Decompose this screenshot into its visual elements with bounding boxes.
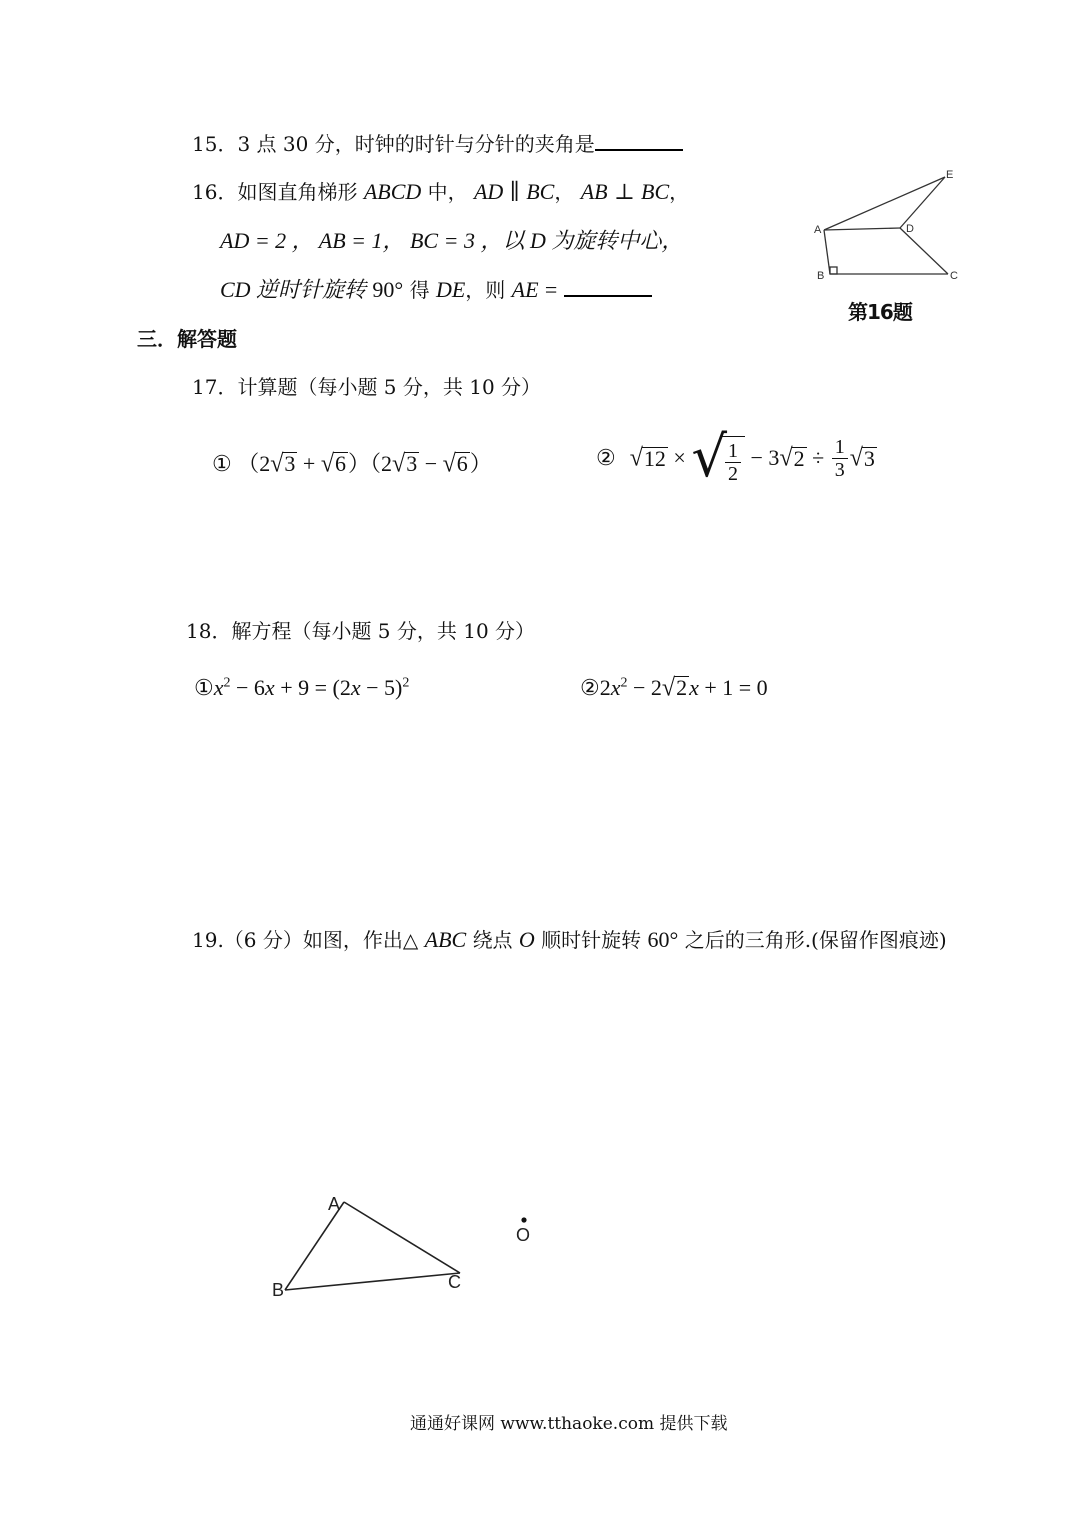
segment-ad xyxy=(824,228,900,230)
question-18-title: 18．解方程（每小题 5 分，共 10 分） xyxy=(186,619,536,643)
label-d: D xyxy=(906,223,914,235)
q16-line-3-prefix: CD 逆时针旋转 xyxy=(220,277,367,302)
segment-ab xyxy=(824,230,830,274)
q19-abc: ABC xyxy=(424,927,467,952)
label-b: B xyxy=(272,1280,285,1300)
q16-then: ，则 xyxy=(465,278,506,302)
figure-16-caption: 第16题 xyxy=(848,300,912,324)
question-16-line-2 xyxy=(220,227,683,255)
q16-ad: AD xyxy=(473,179,504,204)
question-18-part-2 xyxy=(580,675,768,702)
q19-mid2: 顺时针旋转 xyxy=(541,928,642,952)
section-3-title: 三．解答题 xyxy=(137,327,237,351)
label-e: E xyxy=(946,169,954,181)
q18-part-2-number: ② xyxy=(580,675,600,700)
answer-blank-15[interactable] xyxy=(595,131,683,151)
figure-19-diagram xyxy=(260,1185,560,1305)
q16-mid: 中， xyxy=(427,180,468,204)
q17-part-1-expression: （2√3 + √6）（2√3 − √6） xyxy=(237,450,492,478)
q16-sep: ， xyxy=(554,180,575,204)
q16-prefix: 16．如图直角梯形 xyxy=(192,180,358,204)
question-18-part-1 xyxy=(194,675,409,701)
q16-abcd: ABCD xyxy=(363,179,422,204)
q19-mid: 绕点 xyxy=(472,928,513,952)
q16-bc: BC xyxy=(526,179,555,204)
q16-angle: 90° xyxy=(372,277,404,302)
label-a: A xyxy=(328,1194,341,1214)
q18-part-2-equation: $2x^2 - 2√2x + 1 = 0$ xyxy=(599,674,768,702)
question-16-line-3 xyxy=(220,276,652,304)
q16-equals: = xyxy=(544,277,558,302)
question-15-text: 15．3 点 30 分，时钟的时针与分针的夹角是 xyxy=(192,132,595,156)
question-17-part-1 xyxy=(212,447,492,478)
q16-parallel: ∥ xyxy=(509,179,520,204)
q16-ae: AE xyxy=(511,277,539,302)
segment-ab xyxy=(285,1202,344,1290)
label-o: O xyxy=(516,1225,531,1245)
question-15 xyxy=(192,130,683,158)
right-angle-mark xyxy=(830,267,837,274)
q16-bc2: BC xyxy=(641,179,670,204)
segment-de xyxy=(900,177,945,228)
q19-end: 之后的三角形.(保留作图痕迹) xyxy=(684,928,947,952)
q19-angle: 60° xyxy=(647,927,679,952)
question-17-title: 17．计算题（每小题 5 分，共 10 分） xyxy=(192,375,542,399)
segment-bc xyxy=(285,1273,460,1290)
q17-part-1-number: ① xyxy=(212,451,232,476)
label-b: B xyxy=(817,270,825,282)
question-19 xyxy=(192,926,947,954)
q17-part-2-number: ② xyxy=(596,445,616,470)
q16-end: ， xyxy=(669,180,690,204)
q16-mid2: 得 xyxy=(409,278,430,302)
label-c: C xyxy=(448,1272,461,1292)
q16-line-2-text: AD = 2 ， AB = 1， BC = 3 ，以 D 为旋转中心， xyxy=(220,228,684,253)
segment-ac xyxy=(344,1202,460,1273)
segment-ae xyxy=(824,177,945,230)
q16-ab: AB xyxy=(580,179,608,204)
q18-part-1-number: ① xyxy=(194,675,214,700)
point-o xyxy=(521,1217,526,1222)
q17-part-2-expression: √ 12 × √ $\frac{1}{2}$ − 3 √ 2 ÷ $\frac{1}{3}$ √ 3 xyxy=(629,425,875,490)
label-a: A xyxy=(814,224,822,236)
question-17-part-2 xyxy=(596,425,877,490)
figure-16-diagram xyxy=(810,165,970,290)
question-16-line-1 xyxy=(192,178,689,206)
q16-de: DE xyxy=(435,277,466,302)
answer-blank-16[interactable] xyxy=(564,277,652,297)
footer: 通通好课网 www.tthaoke.com 提供下载 xyxy=(410,1414,728,1434)
label-c: C xyxy=(950,270,958,282)
q19-prefix: 19.（6 分）如图，作出△ xyxy=(192,928,419,952)
q16-perp: ⊥ xyxy=(613,179,635,204)
q18-part-1-equation: $x^2 - 6x + 9 = (2x - 5)^2$ xyxy=(213,675,410,700)
q19-o: O xyxy=(518,927,535,952)
